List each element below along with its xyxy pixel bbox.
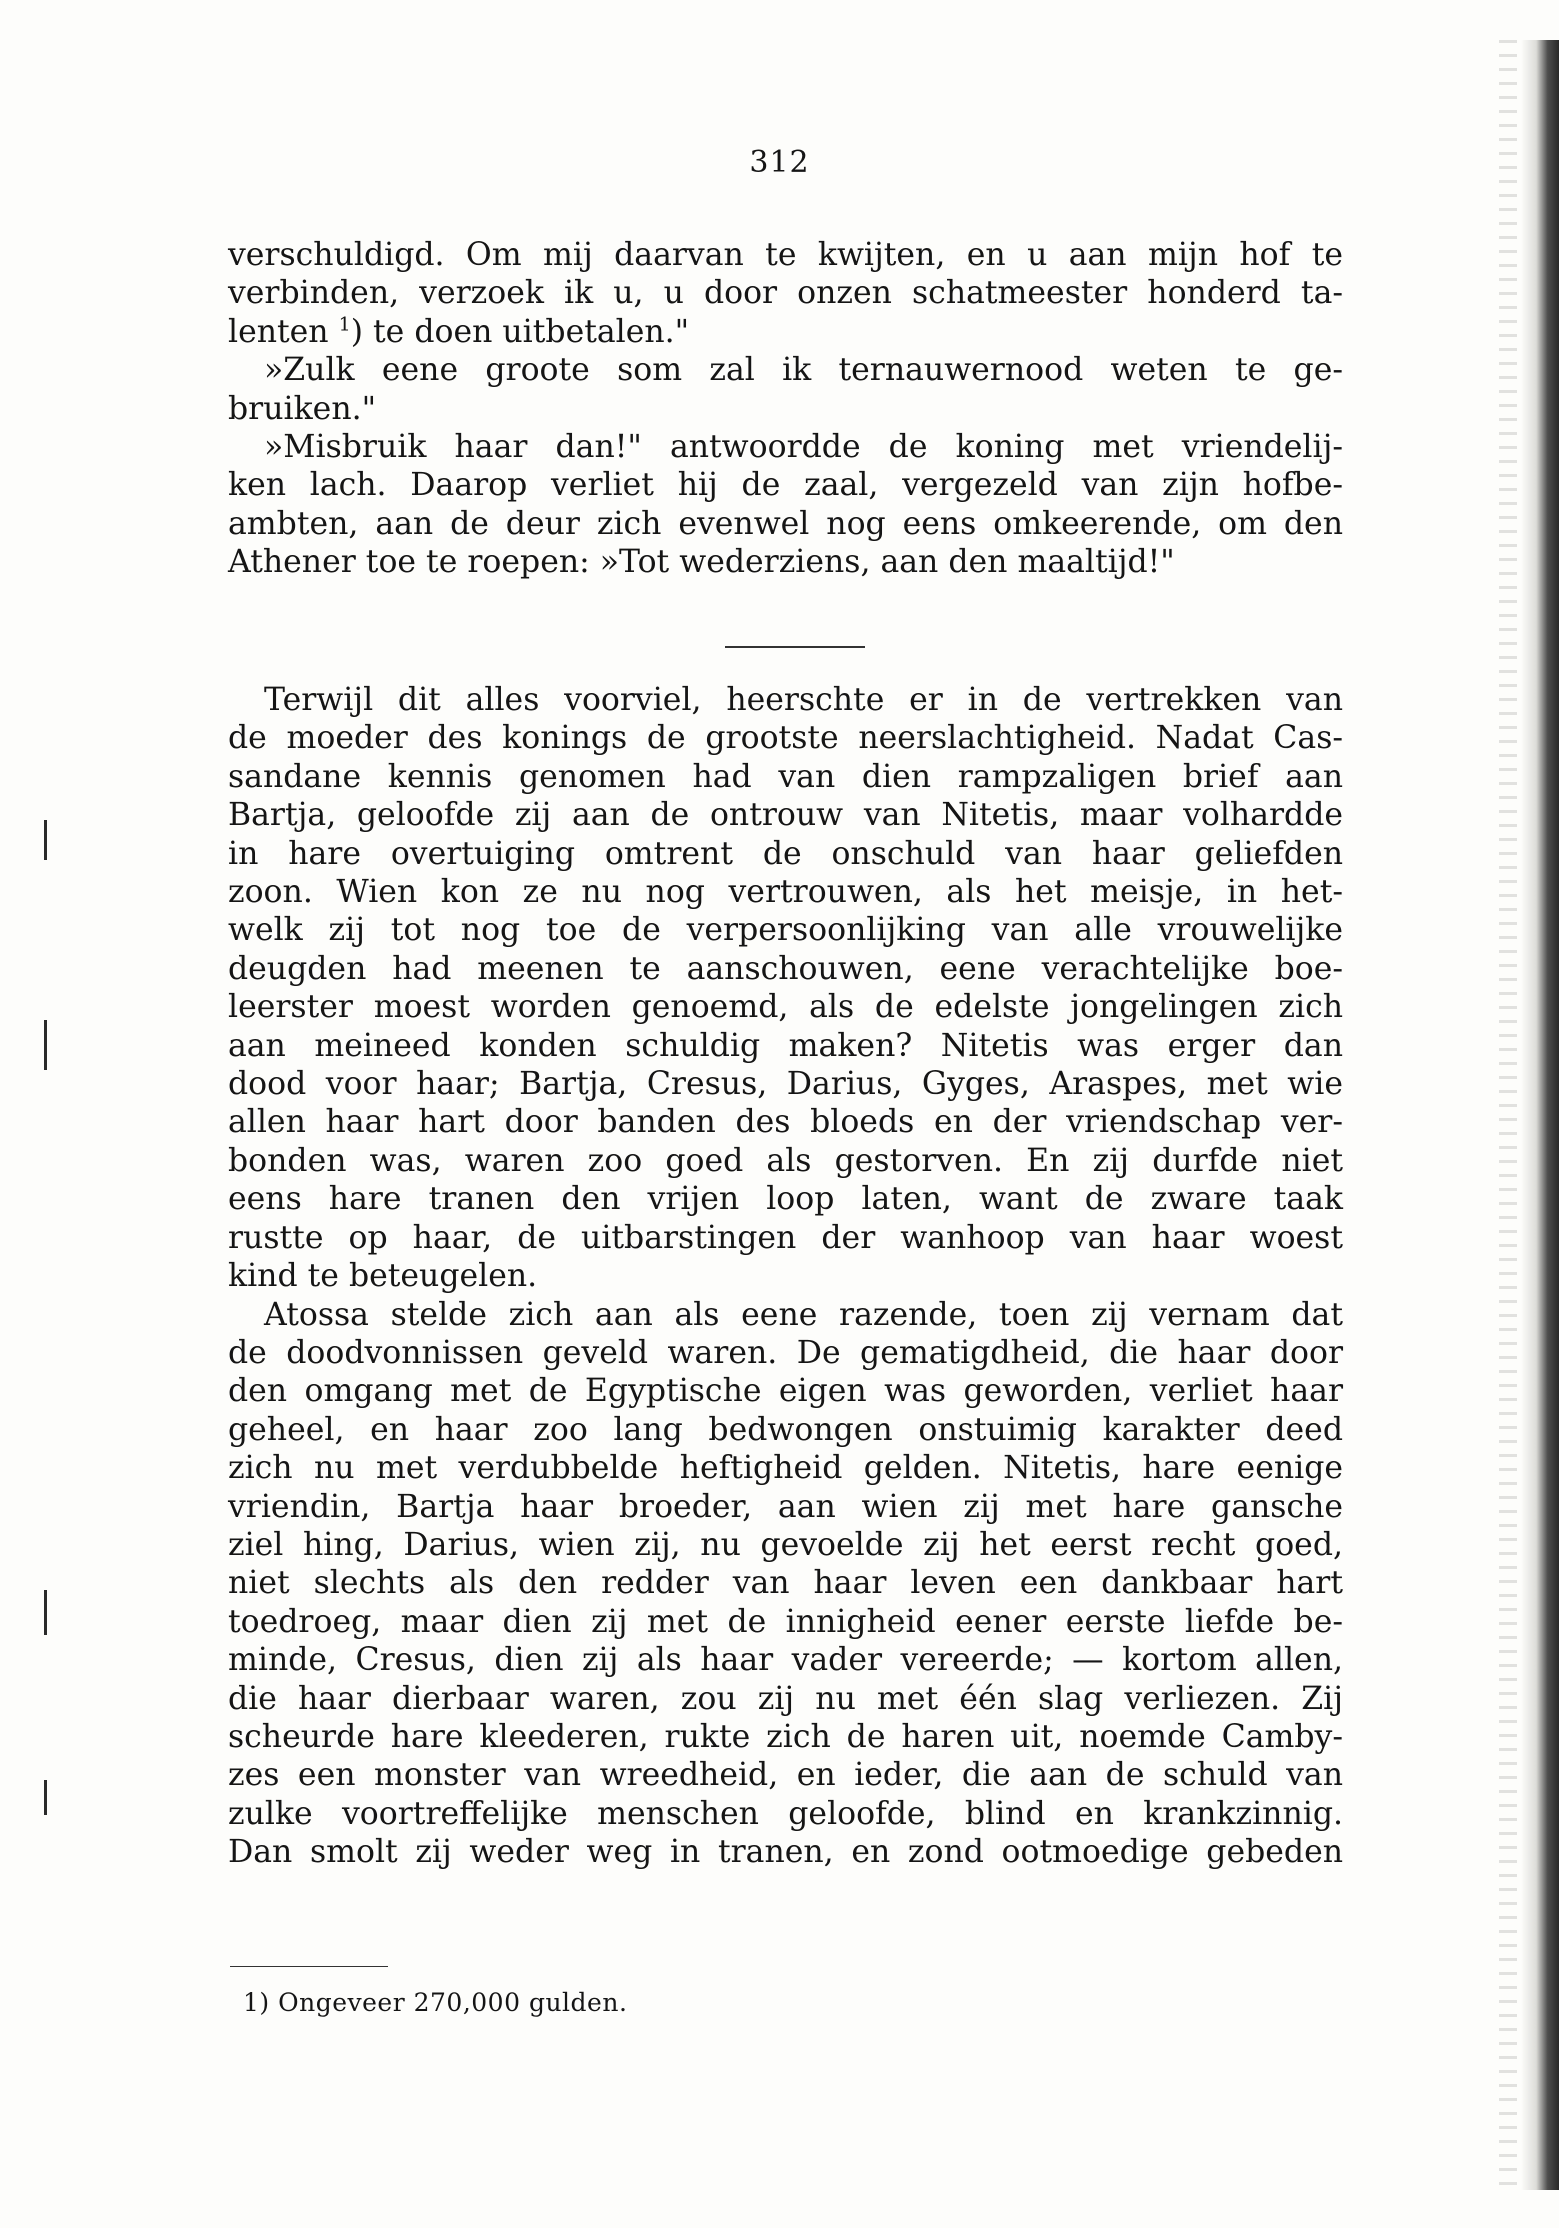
text-line: die haar dierbaar waren, zou zij nu met één slag verliezen. Zij [228,1680,1343,1717]
scan-edge-shadow [1521,40,1559,2190]
text-line-with-footnote-ref [228,313,1343,351]
footnote-divider [230,1966,388,1967]
text-line: allen haar hart door banden des bloeds en der vriendschap ver- [228,1104,1343,1141]
text-line: deugden had meenen te aanschouwen, eene verachtelijke boe- [228,950,1343,987]
text-line: aan meineed konden schuldig maken? Nitetis was erger dan [228,1027,1343,1064]
text-line: zulke voortreffelijke menschen geloofde, blind en krankzinnig. [228,1795,1343,1832]
scan-mark [44,1020,47,1070]
text-line: Terwijl dit alles voorviel, heerschte er in de vertrekken van [264,682,1343,718]
footnote-marker: 1 [338,313,351,336]
scan-mark [44,1780,47,1815]
text-line: zoon. Wien kon ze nu nog vertrouwen, als het meisje, in het- [228,874,1343,911]
text-line: Atossa stelde zich aan als eene razende, toen zij vernam dat [264,1296,1343,1333]
text-line: eens hare tranen den vrijen loop laten, want de zware taak [228,1181,1343,1218]
continued-paragraphs [228,236,1343,582]
text-line: rustte op haar, de uitbarstingen der wanhoop van haar woest [228,1219,1343,1256]
text-line: sandane kennis genomen had van dien rampzaligen brief aan [228,758,1343,795]
text-line: den omgang met de Egyptische eigen was geworden, verliet haar [228,1373,1343,1410]
scan-mark [44,820,47,860]
text-line: bonden was, waren zoo goed als gestorven. En zij durfde niet [228,1142,1343,1179]
text-line: ambten, aan de deur zich evenwel nog eens omkeerende, om den [228,505,1343,542]
text-line: in hare overtuiging omtrent de onschuld van haar geliefden [228,835,1343,872]
text-line: niet slechts als den redder van haar leven een dankbaar hart [228,1565,1343,1602]
text-line: bruiken." [228,390,377,427]
section-divider [725,646,865,648]
text-line: Dan smolt zij weder weg in tranen, en zond ootmoedige gebeden [228,1834,1343,1871]
text-line: Bartja, geloofde zij aan de ontrouw van Nitetis, maar volhardde [228,797,1343,834]
text-line: Athener toe te roepen: »Tot wederziens, aan den maaltijd!" [228,544,1175,581]
text-line: verbinden, verzoek ik u, u door onzen schatmeester honderd ta- [228,275,1343,312]
text-line: zes een monster van wreedheid, en ieder, die aan de schuld van [228,1757,1343,1794]
new-section-paragraphs [228,681,1343,1872]
text-line: »Misbruik haar dan!" antwoordde de koning met vriendelij- [264,429,1343,466]
text-line: ziel hing, Darius, wien zij, nu gevoelde zij het eerst recht goed, [228,1526,1343,1563]
text-line: welk zij tot nog toe de verpersoonlijking van alle vrouwelijke [228,912,1343,949]
text-line: ken lach. Daarop verliet hij de zaal, vergezeld van zijn hofbe- [228,467,1343,504]
page-number: 312 [749,145,810,180]
text-line: dood voor haar; Bartja, Cresus, Darius, Gyges, Araspes, met wie [228,1066,1343,1103]
footnote: 1) Ongeveer 270,000 gulden. [243,1988,628,2017]
text-line: verschuldigd. Om mij daarvan te kwijten, en u aan mijn hof te [228,237,1343,273]
text-line: zich nu met verdubbelde heftigheid gelden. Nitetis, hare eenige [228,1450,1343,1487]
text-fragment: ) te doen uitbetalen." [350,313,690,350]
text-line: minde, Cresus, dien zij als haar vader vereerde; — kortom allen, [228,1642,1343,1679]
text-line: de doodvonnissen geveld waren. De gematigdheid, die haar door [228,1334,1343,1371]
text-line: geheel, en haar zoo lang bedwongen onstuimig karakter deed [228,1411,1343,1448]
text-fragment: lenten [228,313,339,350]
text-line: kind te beteugelen. [228,1258,538,1295]
text-line: vriendin, Bartja haar broeder, aan wien zij met hare gansche [228,1488,1343,1525]
text-line: de moeder des konings de grootste neerslachtigheid. Nadat Cas- [228,720,1343,757]
text-line: leerster moest worden genoemd, als de edelste jongelingen zich [228,989,1343,1026]
scan-mark [44,1590,47,1635]
text-line: toedroeg, maar dien zij met de innigheid eener eerste liefde be- [228,1603,1343,1640]
text-line: scheurde hare kleederen, rukte zich de haren uit, noemde Camby- [228,1718,1343,1755]
text-line: »Zulk eene groote som zal ik ternauwernood weten te ge- [264,352,1343,389]
